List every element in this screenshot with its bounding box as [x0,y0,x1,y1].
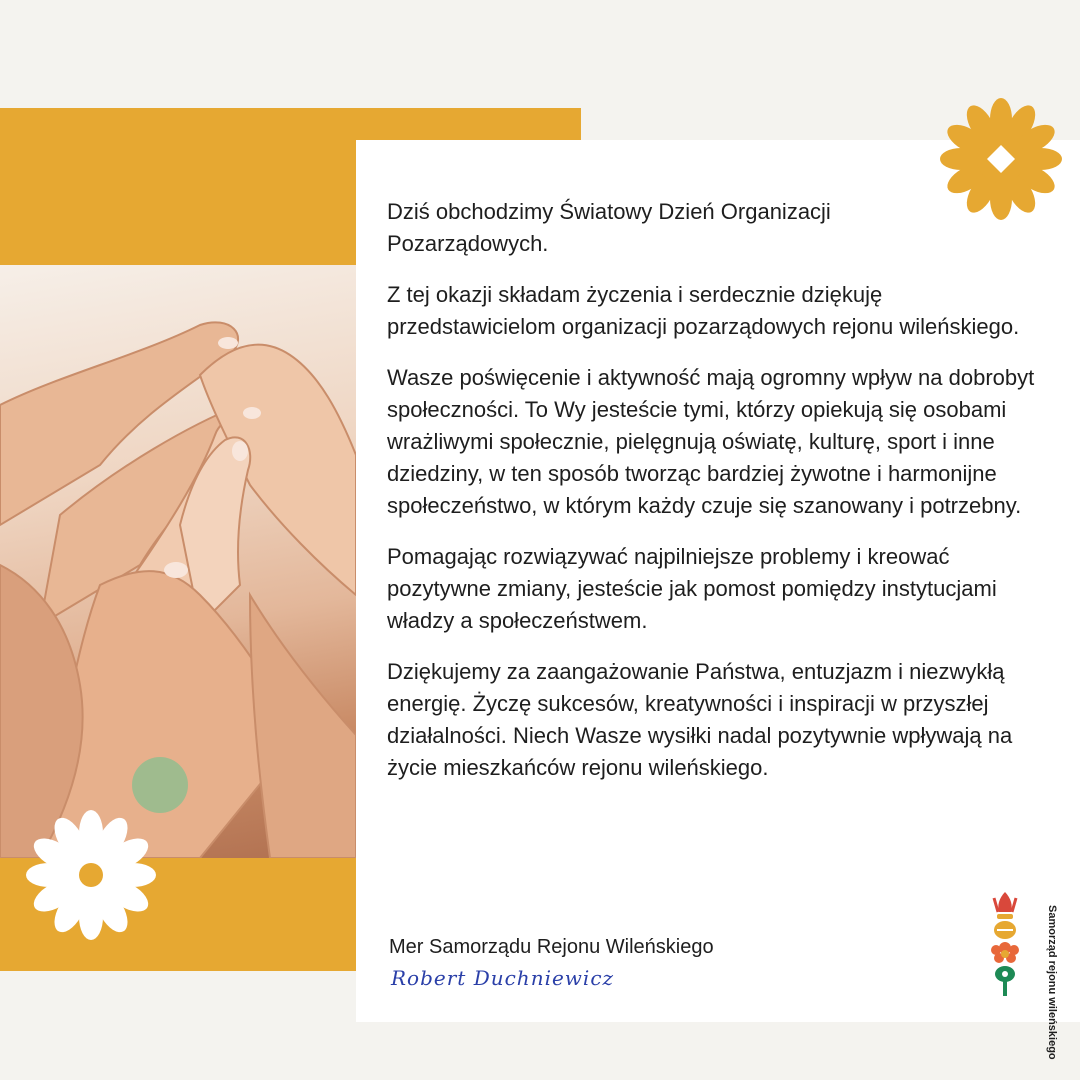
signature-title: Mer Samorządu Rejonu Wileńskiego [389,936,714,958]
message-body [387,196,1057,803]
message-paragraph: Dziś obchodzimy Światowy Dzień Organizacji Pozarządowych. [387,199,831,256]
flower-icon [24,808,158,947]
logo-text: Samorząd rejonu wileńskiego [1046,905,1058,1060]
message-paragraph: Dziękujemy za zaangażowanie Państwa, entuzjazm i niezwykłą energię. Życzę sukcesów, kreatywności i inspiracji w przyszłej działalności. Niech Wasze wysiłki nadal pozytywnie wpływają na życie mieszkańców rejonu wileńskiego. [387,659,1013,780]
hands-together-photo [0,265,356,858]
message-paragraph: Wasze poświęcenie i aktywność mają ogromny wpływ na dobrobyt społeczności. To Wy jesteście tymi, którzy opiekują się osobami wrażliwymi społecznie, pielęgnują oświatę, kulturę, sport i inne dziedziny, w ten sposób tworząc bardziej żywotne i harmonijne społeczeństwo, w którym każdy czuje się szanowany i potrzebny. [387,365,1035,518]
message-paragraph: Z tej okazji składam życzenia i serdecznie dziękuję przedstawicielom organizacji pozarządowych rejonu wileńskiego. [387,282,1020,339]
message-paragraph: Pomagając rozwiązywać najpilniejsze problemy i kreować pozytywne zmiany, jesteście jak pomost pomiędzy instytucjami władzy a społeczeństwem. [387,544,997,633]
municipality-logo-icon [985,888,1025,1013]
flower-icon [938,96,1064,227]
handwritten-signature: Robert Duchniewicz [391,966,615,990]
